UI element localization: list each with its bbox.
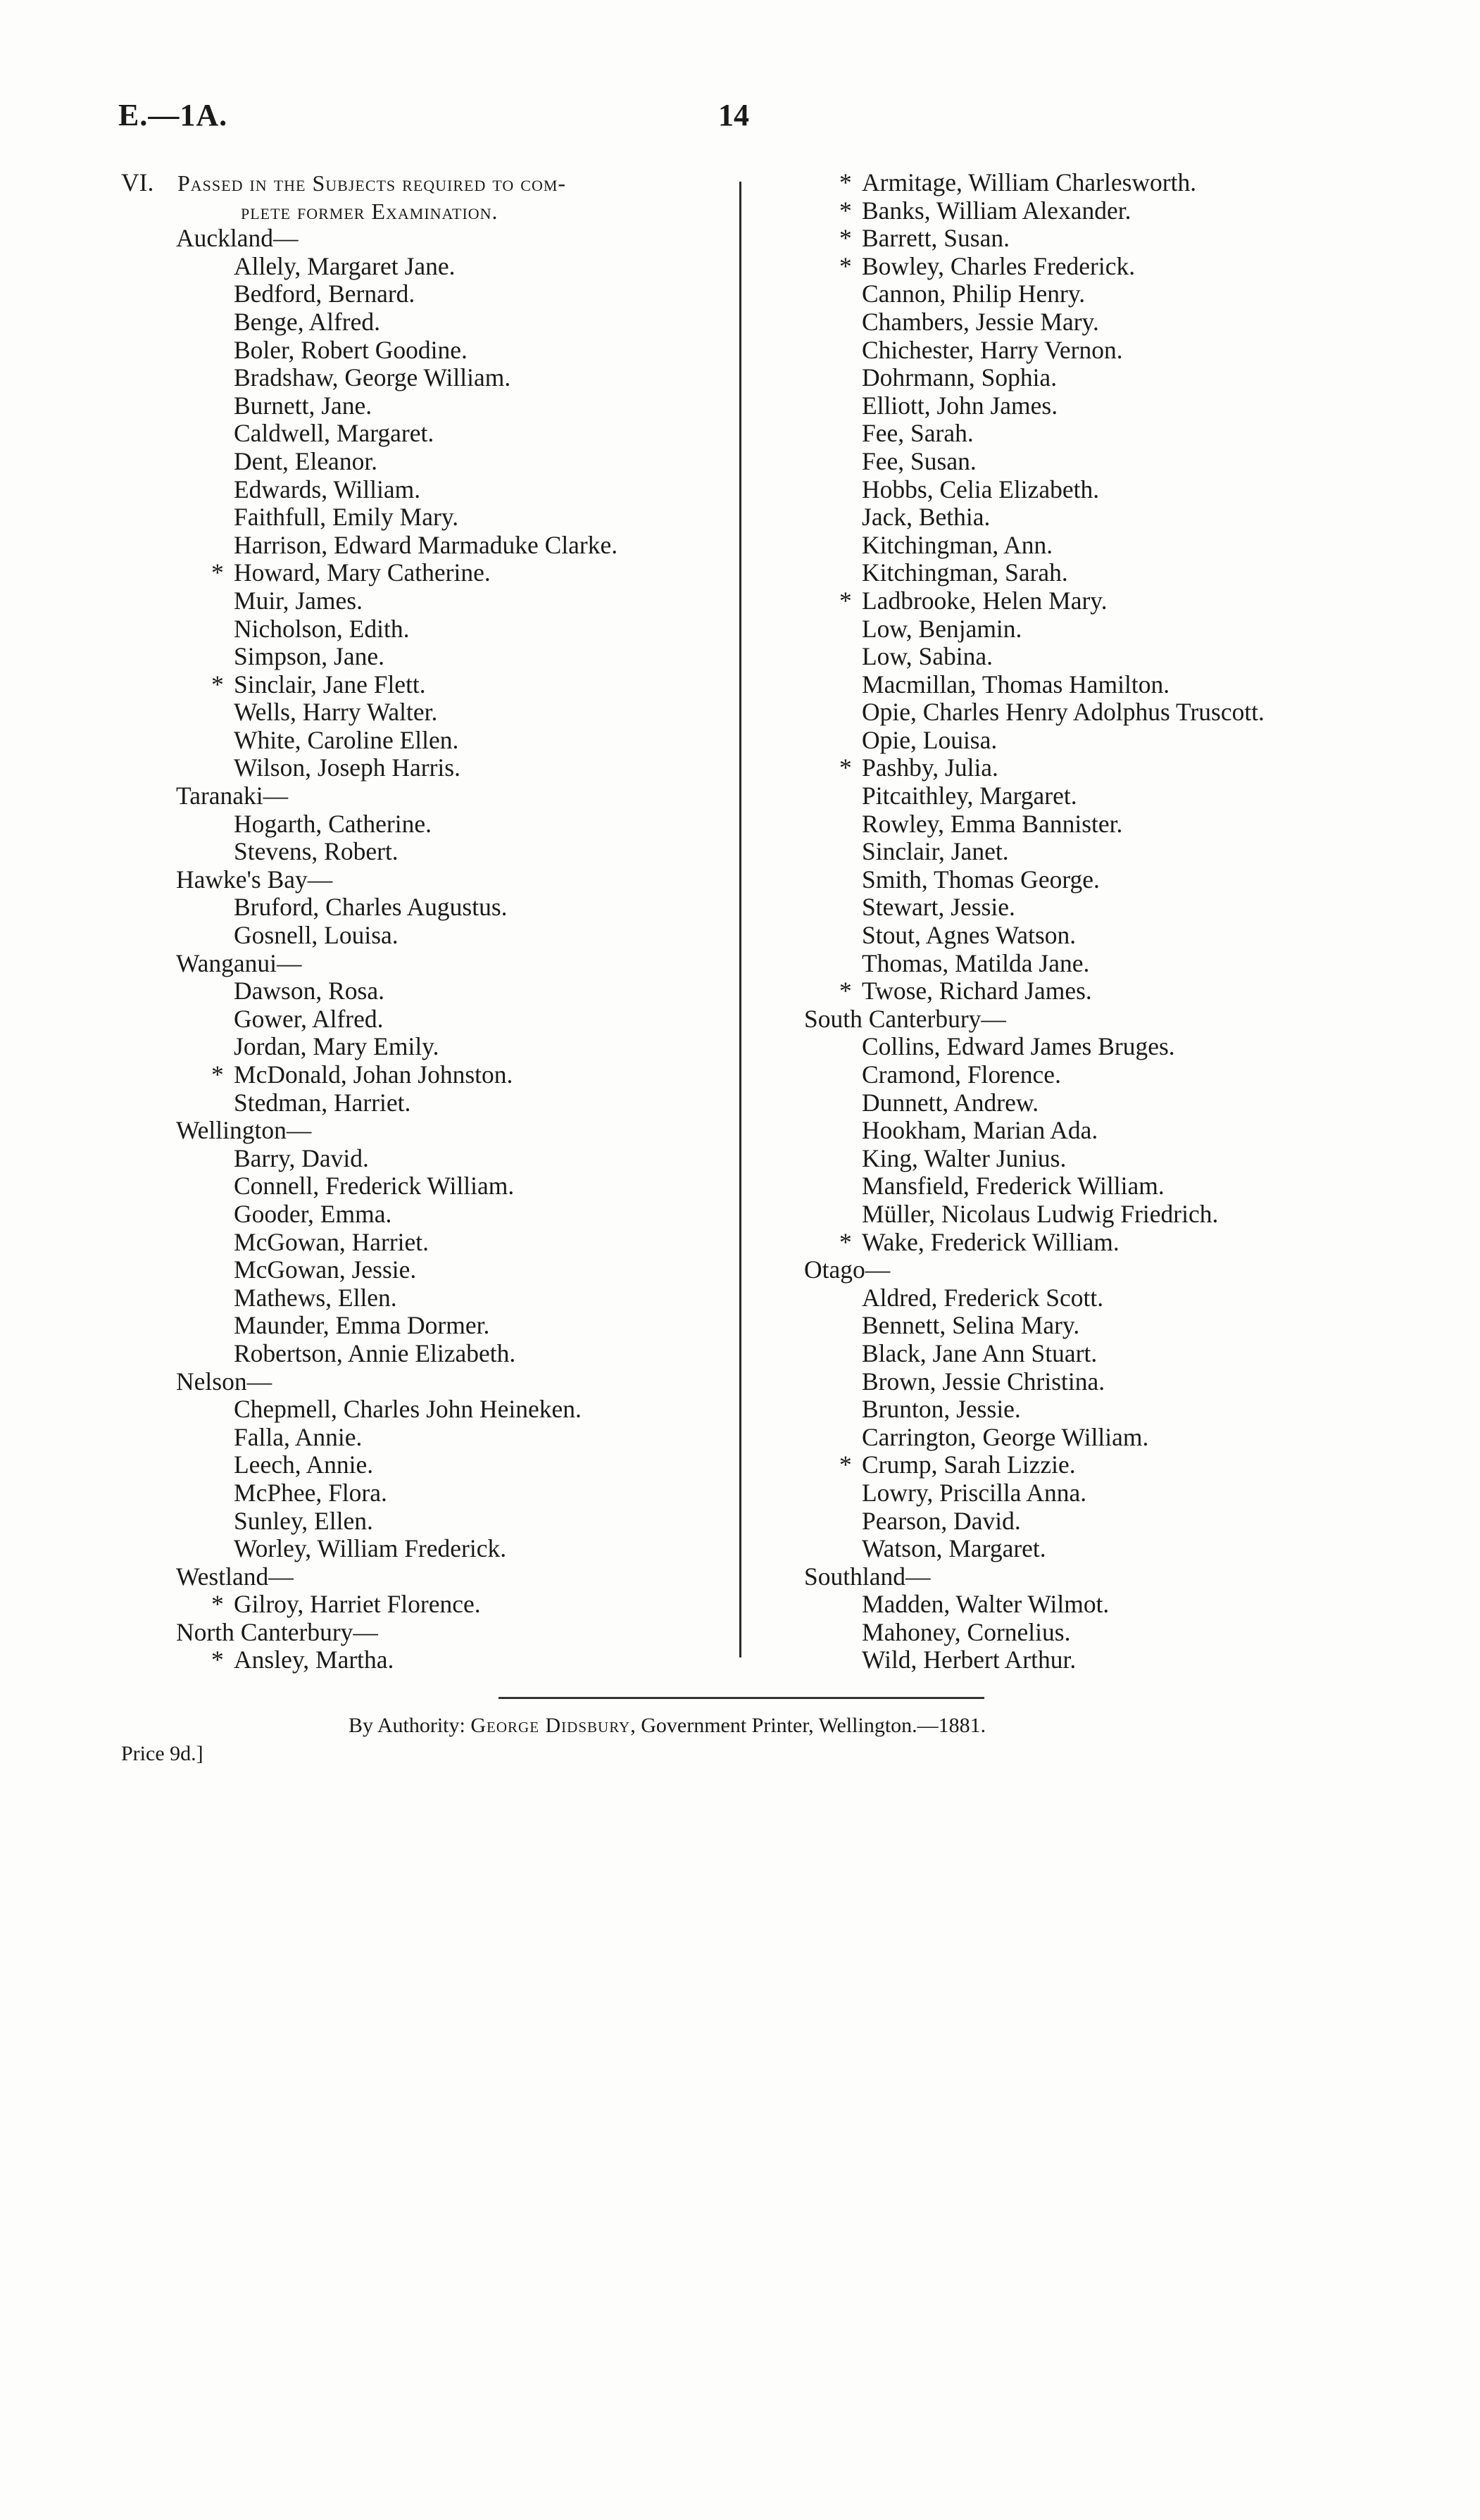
- asterisk-mark: *: [839, 251, 852, 280]
- imprint: [349, 1714, 986, 1738]
- list-item: [121, 615, 731, 644]
- person-name: Bowley, Charles Frederick.: [862, 251, 1136, 280]
- person-name: Simpson, Jane.: [234, 642, 384, 671]
- list-item: [121, 698, 731, 727]
- region-name: Southland—: [804, 1562, 931, 1591]
- person-name: McDonald, Johan Johnston.: [234, 1060, 513, 1089]
- person-name: Carrington, George William.: [862, 1422, 1149, 1451]
- asterisk-mark: *: [211, 1645, 224, 1674]
- person-name: Burnett, Jane.: [234, 391, 372, 420]
- person-name: Twose, Richard James.: [862, 977, 1092, 1005]
- list-item: [121, 1507, 731, 1536]
- list-item: [797, 197, 1459, 225]
- person-name: Chichester, Harry Vernon.: [862, 335, 1123, 364]
- person-name: McGowan, Harriet.: [234, 1227, 429, 1256]
- list-item: [797, 1424, 1459, 1452]
- person-name: Madden, Walter Wilmot.: [862, 1590, 1110, 1619]
- person-name: Mathews, Ellen.: [234, 1283, 397, 1312]
- list-item: [121, 922, 731, 950]
- person-name: Gilroy, Harriet Florence.: [234, 1590, 481, 1619]
- person-name: McGowan, Jessie.: [234, 1255, 417, 1284]
- person-name: Bruford, Charles Augustus.: [234, 893, 508, 922]
- list-item: [121, 503, 731, 532]
- list-item: [797, 782, 1459, 810]
- person-name: Smith, Thomas George.: [862, 865, 1100, 894]
- region-heading: [797, 1005, 1459, 1034]
- list-item: [121, 1089, 731, 1117]
- person-name: Low, Benjamin.: [862, 614, 1022, 643]
- asterisk-mark: *: [211, 1590, 224, 1619]
- person-name: Gooder, Emma.: [234, 1199, 392, 1228]
- person-name: Opie, Louisa.: [862, 725, 998, 754]
- person-name: Wild, Herbert Arthur.: [862, 1645, 1077, 1674]
- list-item: [121, 364, 731, 392]
- person-name: King, Walter Junius.: [862, 1143, 1067, 1172]
- list-item: [797, 1646, 1459, 1674]
- person-name: Dohrmann, Sophia.: [862, 363, 1058, 392]
- asterisk-mark: *: [839, 168, 852, 196]
- list-item: [797, 698, 1459, 727]
- person-name: Macmillan, Thomas Hamilton.: [862, 670, 1170, 698]
- asterisk-mark: *: [839, 1450, 852, 1479]
- person-name: Bennett, Selina Mary.: [862, 1311, 1080, 1340]
- person-name: Jordan, Mary Emily.: [234, 1032, 439, 1061]
- list-item: [797, 810, 1459, 839]
- list-item: [121, 448, 731, 476]
- region-heading: [797, 1563, 1459, 1591]
- person-name: Falla, Annie.: [234, 1422, 363, 1451]
- region-name: North Canterbury—: [176, 1617, 378, 1646]
- person-name: Rowley, Emma Bannister.: [862, 809, 1123, 838]
- person-name: Barry, David.: [234, 1143, 369, 1172]
- asterisk-mark: *: [839, 586, 852, 615]
- list-item: [797, 1535, 1459, 1563]
- list-item: [121, 1479, 731, 1507]
- list-item: [121, 894, 731, 922]
- region-heading: [121, 866, 731, 894]
- region-name: Wellington—: [176, 1116, 312, 1145]
- list-item: [797, 169, 1459, 197]
- list-item: [797, 280, 1459, 308]
- person-name: Edwards, William.: [234, 475, 421, 503]
- column-divider: [739, 182, 741, 1657]
- list-item: [121, 392, 731, 420]
- person-name: Sinclair, Jane Flett.: [234, 670, 426, 698]
- list-item: [797, 838, 1459, 866]
- person-name: Watson, Margaret.: [862, 1534, 1046, 1563]
- list-item: [121, 1172, 731, 1201]
- person-name: Robertson, Annie Elizabeth.: [234, 1339, 516, 1367]
- person-name: Banks, William Alexander.: [862, 196, 1131, 225]
- footer-rule: [498, 1697, 984, 1699]
- list-item: [797, 1396, 1459, 1424]
- list-item: [797, 950, 1459, 978]
- list-item: [797, 420, 1459, 448]
- list-item: [121, 838, 731, 866]
- person-name: Barrett, Susan.: [862, 224, 1010, 253]
- asterisk-mark: *: [839, 196, 852, 225]
- list-item: [797, 364, 1459, 392]
- list-item: [121, 1646, 731, 1674]
- person-name: Caldwell, Margaret.: [234, 419, 434, 448]
- section-title-line2: plete former Examination.: [241, 198, 498, 224]
- list-item: [121, 1005, 731, 1034]
- person-name: Hogarth, Catherine.: [234, 809, 432, 838]
- list-item: [797, 225, 1459, 253]
- list-item: [797, 1061, 1459, 1089]
- person-name: Müller, Nicolaus Ludwig Friedrich.: [862, 1199, 1219, 1228]
- list-item: [121, 754, 731, 782]
- person-name: Wells, Harry Walter.: [234, 698, 438, 727]
- region-heading: [121, 1563, 731, 1591]
- asterisk-mark: *: [211, 1060, 224, 1089]
- price: Price 9d.]: [121, 1742, 203, 1765]
- list-item: [121, 977, 731, 1005]
- section-title-line1: Passed in the Subjects required to com-: [177, 170, 567, 196]
- person-name: Elliott, John James.: [862, 391, 1058, 420]
- section-number: VI.: [121, 168, 154, 196]
- list-item: [797, 1479, 1459, 1507]
- list-item: [797, 866, 1459, 894]
- person-name: Worley, William Frederick.: [234, 1534, 507, 1563]
- list-item: [797, 1117, 1459, 1145]
- person-name: Low, Sabina.: [862, 642, 993, 671]
- imprint-authority: By Authority:: [349, 1714, 465, 1737]
- person-name: Aldred, Frederick Scott.: [862, 1283, 1104, 1312]
- person-name: Wilson, Joseph Harris.: [234, 753, 460, 782]
- asterisk-mark: *: [839, 753, 852, 782]
- list-item: [121, 1229, 731, 1257]
- region-heading: [121, 1619, 731, 1647]
- person-name: Harrison, Edward Marmaduke Clarke.: [234, 530, 618, 559]
- person-name: Stout, Agnes Watson.: [862, 921, 1077, 950]
- list-item: [797, 977, 1459, 1005]
- list-item: [797, 1145, 1459, 1173]
- list-item: [797, 1340, 1459, 1368]
- person-name: Ladbrooke, Helen Mary.: [862, 586, 1108, 615]
- section-heading-cont: [121, 197, 731, 225]
- list-item: [797, 1201, 1459, 1229]
- person-name: Chambers, Jessie Mary.: [862, 307, 1099, 336]
- list-item: [797, 1619, 1459, 1647]
- person-name: Boler, Robert Goodine.: [234, 335, 468, 364]
- person-name: Armitage, William Charlesworth.: [862, 168, 1197, 196]
- list-item: [797, 532, 1459, 560]
- person-name: Pitcaithley, Margaret.: [862, 782, 1077, 810]
- list-item: [121, 1535, 731, 1563]
- person-name: Bedford, Bernard.: [234, 280, 415, 308]
- list-item: [121, 1201, 731, 1229]
- list-item: [797, 392, 1459, 420]
- list-item: [797, 1507, 1459, 1536]
- region-name: Wanganui—: [176, 948, 302, 977]
- list-item: [121, 727, 731, 755]
- list-item: [121, 476, 731, 504]
- list-item: [797, 503, 1459, 532]
- list-item: [121, 532, 731, 560]
- region-name: Westland—: [176, 1562, 294, 1591]
- list-item: [121, 1424, 731, 1452]
- list-item: [797, 1312, 1459, 1340]
- list-item: [797, 671, 1459, 699]
- person-name: Connell, Frederick William.: [234, 1172, 515, 1201]
- person-name: Crump, Sarah Lizzie.: [862, 1450, 1076, 1479]
- list-item: [121, 1340, 731, 1368]
- list-item: [797, 308, 1459, 337]
- region-heading: [797, 1256, 1459, 1284]
- person-name: Nicholson, Edith.: [234, 614, 410, 643]
- person-name: Chepmell, Charles John Heineken.: [234, 1395, 582, 1424]
- document-code: E.—1A.: [118, 98, 228, 132]
- list-item: [797, 754, 1459, 782]
- list-item: [797, 448, 1459, 476]
- person-name: Gosnell, Louisa.: [234, 921, 399, 950]
- list-item: [797, 559, 1459, 587]
- person-name: Hobbs, Celia Elizabeth.: [862, 475, 1100, 503]
- person-name: Bradshaw, George William.: [234, 363, 511, 392]
- list-item: [797, 476, 1459, 504]
- person-name: Sunley, Ellen.: [234, 1506, 373, 1535]
- right-column: [797, 169, 1459, 1674]
- list-item: [797, 1033, 1459, 1061]
- list-item: [121, 1284, 731, 1312]
- person-name: Lowry, Priscilla Anna.: [862, 1478, 1087, 1507]
- person-name: Mahoney, Cornelius.: [862, 1617, 1071, 1646]
- person-name: Kitchingman, Sarah.: [862, 558, 1068, 587]
- list-item: [797, 727, 1459, 755]
- person-name: Allely, Margaret Jane.: [234, 251, 456, 280]
- asterisk-mark: *: [839, 1227, 852, 1256]
- person-name: Jack, Bethia.: [862, 503, 991, 532]
- region-name: Auckland—: [176, 224, 299, 253]
- list-item: [797, 1451, 1459, 1479]
- list-item: [121, 1396, 731, 1424]
- region-name: South Canterbury—: [804, 1004, 1006, 1033]
- list-item: [797, 1229, 1459, 1257]
- section-heading: [121, 169, 731, 197]
- list-item: [121, 1312, 731, 1340]
- person-name: Muir, James.: [234, 586, 363, 615]
- list-item: [121, 559, 731, 587]
- list-item: [797, 615, 1459, 644]
- person-name: Howard, Mary Catherine.: [234, 558, 491, 587]
- asterisk-mark: *: [839, 224, 852, 253]
- list-item: [121, 1145, 731, 1173]
- person-name: Stedman, Harriet.: [234, 1088, 411, 1117]
- list-item: [797, 1284, 1459, 1312]
- region-heading: [121, 225, 731, 253]
- person-name: Brunton, Jessie.: [862, 1395, 1021, 1424]
- region-name: Hawke's Bay—: [176, 865, 333, 894]
- person-name: Kitchingman, Ann.: [862, 530, 1053, 559]
- list-item: [121, 671, 731, 699]
- list-item: [121, 1451, 731, 1479]
- list-item: [121, 1591, 731, 1619]
- person-name: Benge, Alfred.: [234, 307, 381, 336]
- region-heading: [121, 950, 731, 978]
- left-name-list: [121, 225, 731, 1674]
- person-name: Leech, Annie.: [234, 1450, 374, 1479]
- person-name: Pashby, Julia.: [862, 753, 998, 782]
- person-name: Gower, Alfred.: [234, 1004, 384, 1033]
- page-number: 14: [718, 98, 749, 132]
- imprint-printer-name: George Didsbury: [470, 1714, 631, 1737]
- list-item: [797, 922, 1459, 950]
- person-name: Dent, Eleanor.: [234, 446, 378, 475]
- person-name: Wake, Frederick William.: [862, 1227, 1120, 1256]
- region-heading: [121, 1117, 731, 1145]
- person-name: Hookham, Marian Ada.: [862, 1116, 1098, 1145]
- region-name: Nelson—: [176, 1367, 272, 1396]
- person-name: Collins, Edward James Bruges.: [862, 1032, 1175, 1061]
- person-name: Stewart, Jessie.: [862, 893, 1015, 922]
- person-name: White, Caroline Ellen.: [234, 725, 459, 754]
- right-name-list: [797, 169, 1459, 1674]
- list-item: [797, 337, 1459, 365]
- list-item: [797, 1368, 1459, 1396]
- person-name: Fee, Susan.: [862, 446, 977, 475]
- list-item: [797, 253, 1459, 281]
- person-name: Cramond, Florence.: [862, 1060, 1061, 1089]
- asterisk-mark: *: [211, 558, 224, 587]
- person-name: Thomas, Matilda Jane.: [862, 948, 1090, 977]
- region-heading: [121, 782, 731, 810]
- person-name: Dawson, Rosa.: [234, 977, 384, 1005]
- list-item: [121, 308, 731, 337]
- region-name: Otago—: [804, 1255, 891, 1284]
- list-item: [121, 1256, 731, 1284]
- list-item: [121, 253, 731, 281]
- person-name: Sinclair, Janet.: [862, 837, 1009, 866]
- list-item: [121, 420, 731, 448]
- person-name: Fee, Sarah.: [862, 419, 974, 448]
- list-item: [797, 1172, 1459, 1201]
- list-item: [797, 587, 1459, 615]
- person-name: Opie, Charles Henry Adolphus Truscott.: [862, 698, 1265, 727]
- list-item: [121, 1061, 731, 1089]
- region-name: Taranaki—: [176, 782, 289, 810]
- person-name: Stevens, Robert.: [234, 837, 399, 866]
- list-item: [121, 643, 731, 671]
- person-name: Maunder, Emma Dormer.: [234, 1311, 490, 1340]
- person-name: Mansfield, Frederick William.: [862, 1172, 1165, 1201]
- list-item: [797, 894, 1459, 922]
- person-name: Cannon, Philip Henry.: [862, 280, 1086, 308]
- list-item: [121, 337, 731, 365]
- person-name: Black, Jane Ann Stuart.: [862, 1339, 1098, 1367]
- list-item: [797, 643, 1459, 671]
- list-item: [121, 587, 731, 615]
- list-item: [797, 1591, 1459, 1619]
- left-column: [121, 169, 731, 1674]
- asterisk-mark: *: [211, 670, 224, 698]
- imprint-printer-rest: , Government Printer, Wellington.—1881.: [630, 1714, 986, 1737]
- list-item: [121, 280, 731, 308]
- person-name: Faithfull, Emily Mary.: [234, 503, 459, 532]
- person-name: Ansley, Martha.: [234, 1645, 394, 1674]
- person-name: Dunnett, Andrew.: [862, 1088, 1039, 1117]
- person-name: Brown, Jessie Christina.: [862, 1367, 1105, 1396]
- list-item: [121, 810, 731, 839]
- person-name: Pearson, David.: [862, 1506, 1021, 1535]
- list-item: [797, 1089, 1459, 1117]
- asterisk-mark: *: [839, 977, 852, 1005]
- person-name: McPhee, Flora.: [234, 1478, 387, 1507]
- list-item: [121, 1033, 731, 1061]
- region-heading: [121, 1368, 731, 1396]
